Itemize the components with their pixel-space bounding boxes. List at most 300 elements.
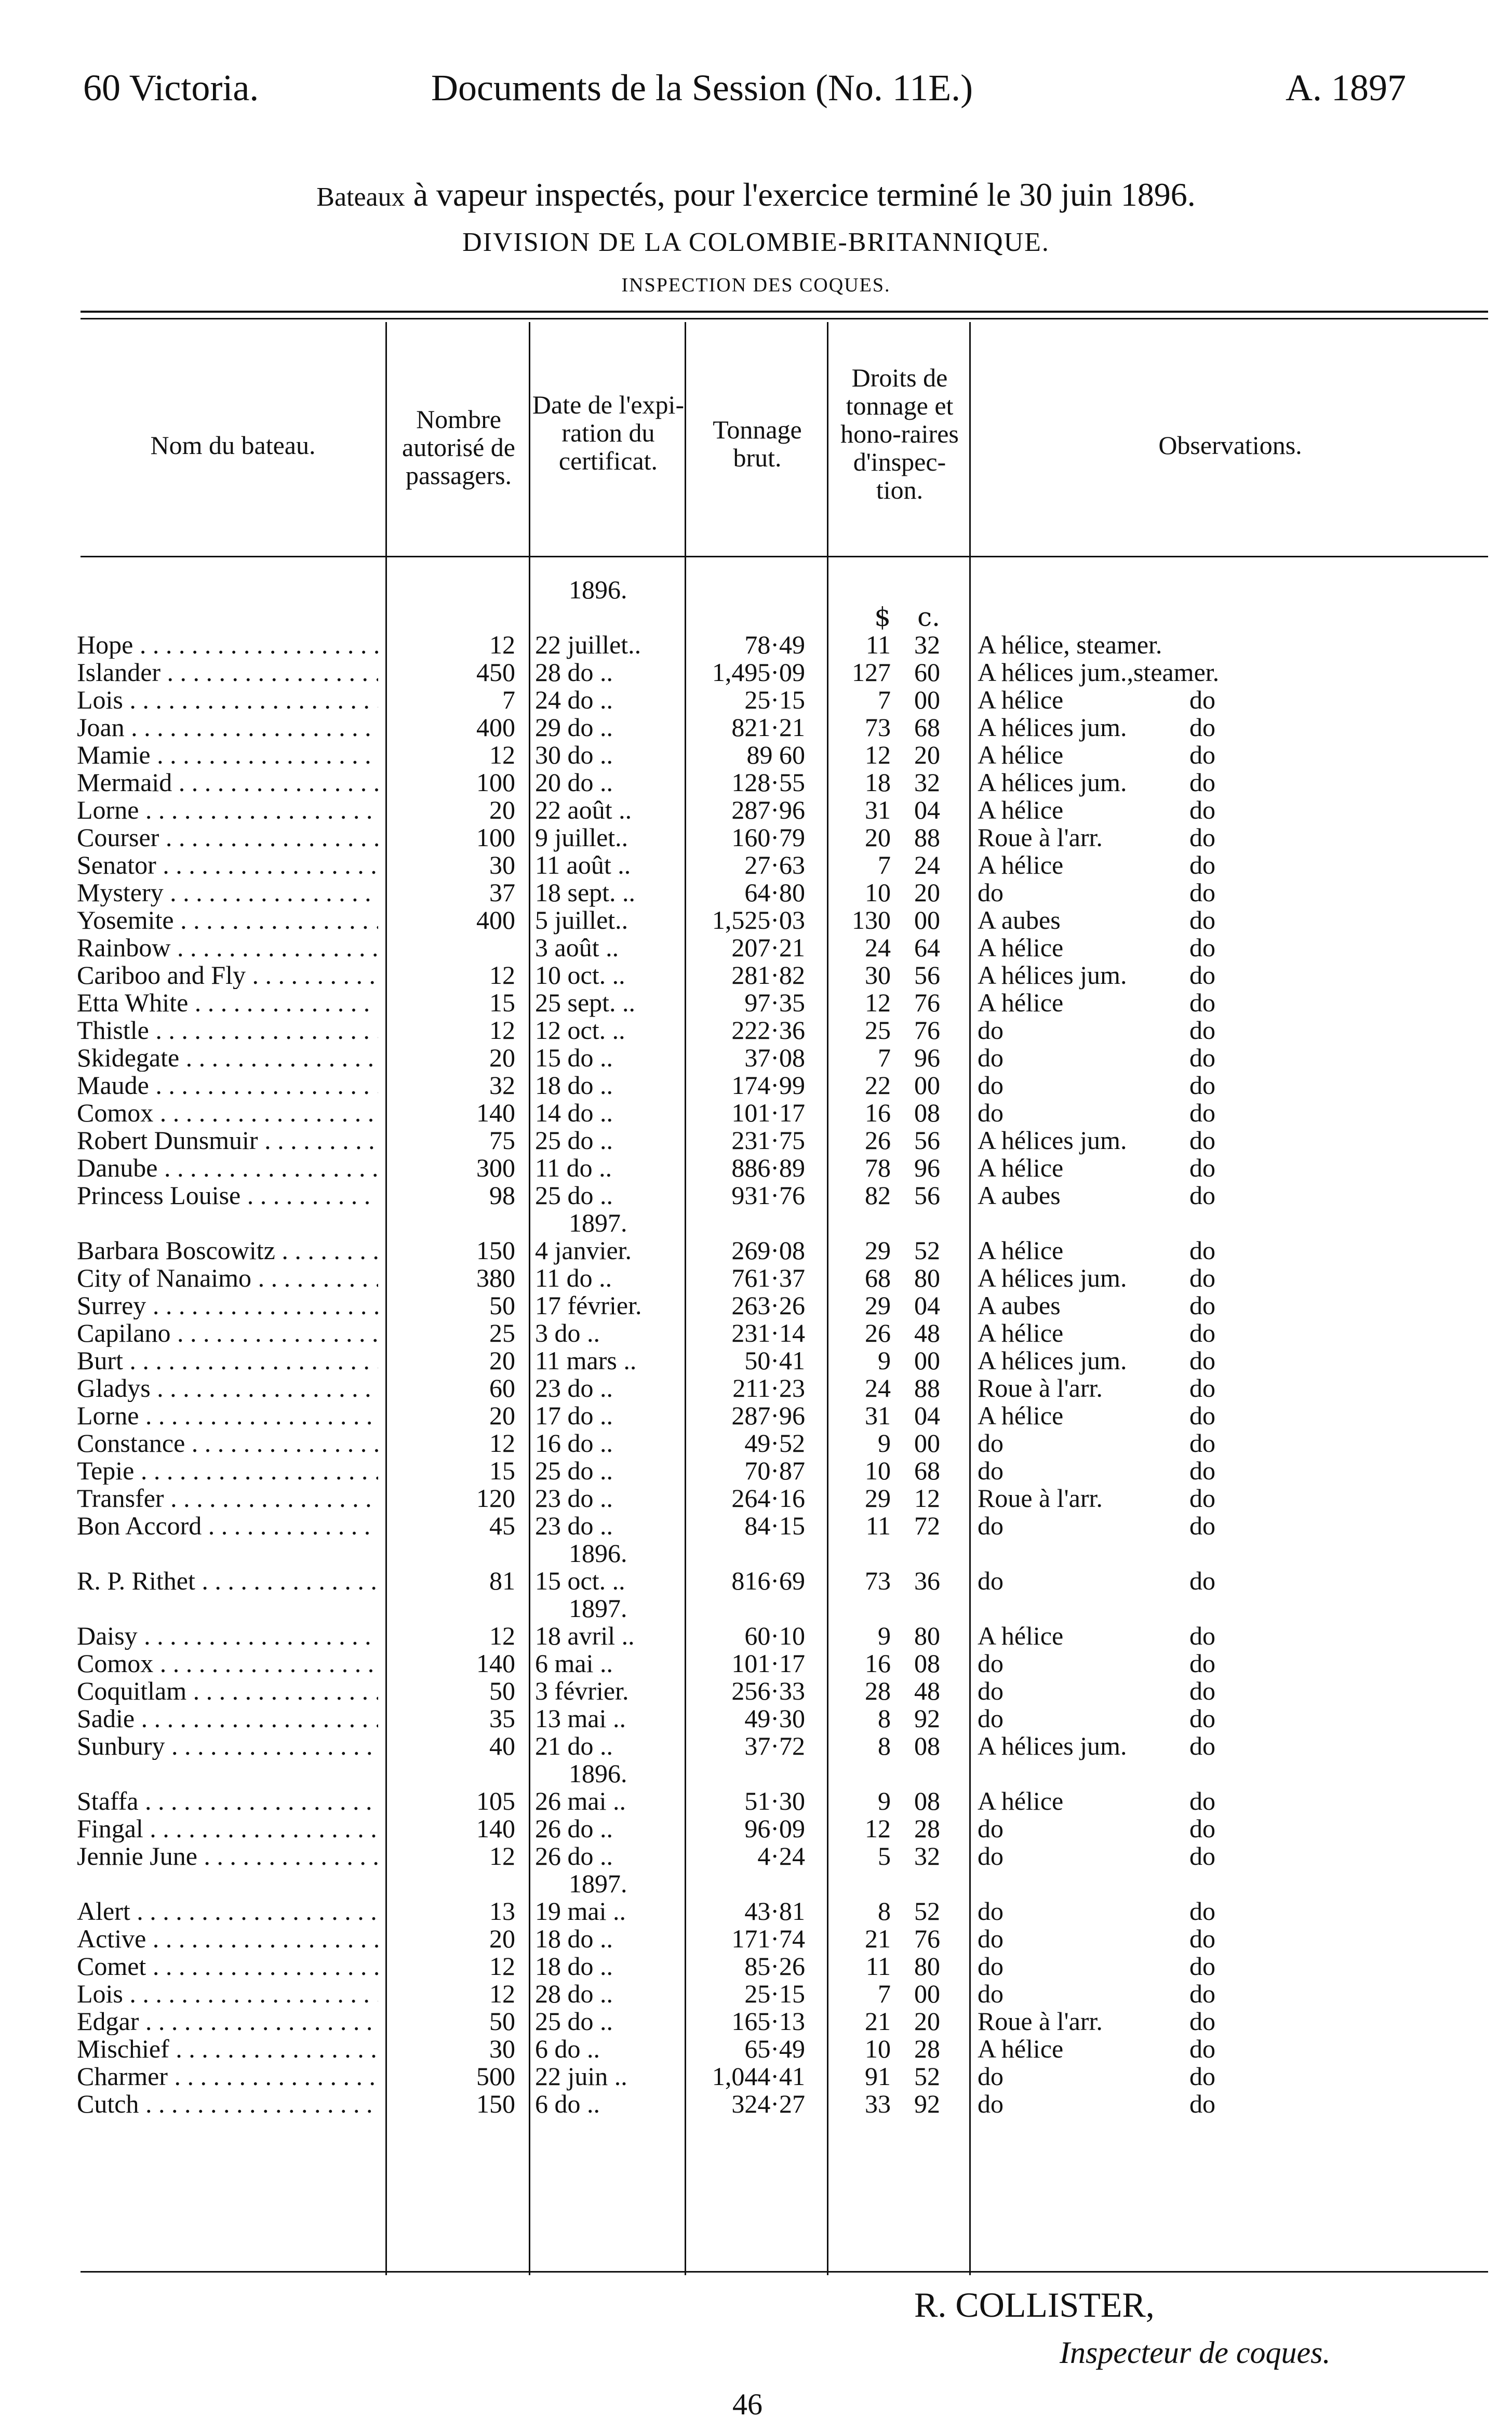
table-row: [0, 1374, 1512, 1402]
gross-tonnage: 49·30: [744, 1704, 805, 1733]
fee-dollars: 8: [878, 1731, 891, 1760]
observation-type: A hélice: [978, 1318, 1064, 1347]
observation-type: do: [978, 1952, 1003, 1981]
observation-ditto: do: [1189, 1098, 1215, 1127]
gross-tonnage: 931·76: [731, 1181, 805, 1210]
passenger-count: 15: [489, 1456, 515, 1485]
vessel-name: Thistle . . .: [77, 1017, 378, 1044]
fee-dollars: 28: [865, 1676, 891, 1705]
fee-cents: 00: [914, 1979, 940, 2008]
fee-cents: 00: [914, 1346, 940, 1375]
observation-ditto: do: [1189, 905, 1215, 934]
observation-type: do: [978, 1098, 1003, 1127]
observation-ditto: do: [1189, 1043, 1215, 1072]
gross-tonnage: 43·81: [744, 1896, 805, 1926]
gross-tonnage: 25·15: [744, 1979, 805, 2008]
certificate-expiry: 10 oct. ..: [535, 960, 625, 990]
gross-tonnage: 96·09: [744, 1814, 805, 1843]
passenger-count: 20: [489, 1346, 515, 1375]
fee-cents: 00: [914, 1071, 940, 1100]
vessel-name: Etta White . . .: [77, 989, 378, 1017]
table-row: [0, 796, 1512, 824]
fee-dollars: 21: [865, 1924, 891, 1953]
fee-cents: 04: [914, 795, 940, 824]
table-title-smallcaps: Bateaux: [316, 182, 405, 212]
fee-cents: 04: [914, 1401, 940, 1430]
gross-tonnage: 37·72: [744, 1731, 805, 1760]
header-session-year: 60 Victoria.: [83, 67, 259, 109]
year-label: 1897.: [569, 1869, 627, 1898]
fee-cents: 92: [914, 1704, 940, 1733]
year-label: 1896.: [569, 1759, 627, 1788]
table-row: [0, 961, 1512, 989]
fee-dollars: 8: [878, 1704, 891, 1733]
vessel-name: Bon Accord . . .: [77, 1512, 378, 1540]
table-row: [0, 2008, 1512, 2035]
vessel-name: Lorne . . .: [77, 796, 378, 824]
observation-ditto: do: [1189, 1153, 1215, 1182]
observation-ditto: do: [1189, 1649, 1215, 1678]
gross-tonnage: 1,525·03: [712, 905, 805, 934]
table-row: [0, 2090, 1512, 2118]
certificate-expiry: 18 do ..: [535, 1924, 613, 1953]
table-row: [0, 1787, 1512, 1815]
fee-dollars: 30: [865, 960, 891, 990]
observation-type: do: [978, 1071, 1003, 1100]
gross-tonnage: 25·15: [744, 685, 805, 714]
fee-dollars: 25: [865, 1016, 891, 1045]
table-row: [0, 1017, 1512, 1044]
observation-type: do: [978, 1456, 1003, 1485]
fee-cents: 08: [914, 1786, 940, 1815]
vessel-name: Rainbow . . .: [77, 934, 378, 961]
gross-tonnage: 65·49: [744, 2034, 805, 2063]
table-row: [0, 1237, 1512, 1264]
gross-tonnage: 84·15: [744, 1511, 805, 1540]
certificate-expiry: 26 mai ..: [535, 1786, 626, 1815]
vessel-name: Mischief . . .: [77, 2035, 378, 2063]
fee-cents: 20: [914, 2007, 940, 2036]
table-row: [0, 1154, 1512, 1182]
observation-ditto: do: [1189, 1979, 1215, 2008]
observation-ditto: do: [1189, 1291, 1215, 1320]
observation-type: do: [978, 1566, 1003, 1595]
gross-tonnage: 287·96: [731, 795, 805, 824]
col-header-tonnage: Tonnage brut.: [713, 415, 802, 472]
table-row: [0, 1319, 1512, 1347]
fee-cents: 00: [914, 685, 940, 714]
passenger-count: 32: [489, 1071, 515, 1100]
fee-dollars: 29: [865, 1291, 891, 1320]
table-row: [0, 1815, 1512, 1842]
observation-ditto: do: [1189, 1071, 1215, 1100]
vessel-name: Danube . . .: [77, 1154, 378, 1182]
certificate-expiry: 23 do ..: [535, 1511, 613, 1540]
table-row: [0, 1127, 1512, 1154]
gross-tonnage: 281·82: [731, 960, 805, 990]
observation-type: Roue à l'arr.: [978, 2007, 1103, 2036]
fee-cents: 24: [914, 850, 940, 879]
observation-ditto: do: [1189, 1731, 1215, 1760]
passenger-count: 20: [489, 1043, 515, 1072]
table-row: [0, 1732, 1512, 1760]
gross-tonnage: 51·30: [744, 1786, 805, 1815]
table-bottom-rule: [81, 2271, 1488, 2273]
table-row: [0, 1898, 1512, 1925]
inspection-subtitle: INSPECTION DES COQUES.: [621, 274, 891, 296]
vessel-name: Constance . . .: [77, 1430, 378, 1457]
passenger-count: 20: [489, 1401, 515, 1430]
gross-tonnage: 174·99: [731, 1071, 805, 1100]
observation-type: do: [978, 2089, 1003, 2118]
table-row: [0, 1842, 1512, 1870]
passenger-count: 120: [476, 1484, 515, 1513]
passenger-count: 140: [476, 1814, 515, 1843]
observation-ditto: do: [1189, 1566, 1215, 1595]
observation-type: A hélices jum.: [978, 768, 1127, 797]
fee-dollars: 7: [878, 1043, 891, 1072]
fee-dollars: 16: [865, 1098, 891, 1127]
fee-dollars: 78: [865, 1153, 891, 1182]
fee-cents: 56: [914, 1181, 940, 1210]
table-row: [0, 659, 1512, 686]
vessel-name: City of Nanaimo . . .: [77, 1264, 378, 1292]
certificate-expiry: 11 do ..: [535, 1263, 612, 1292]
year-heading: [0, 1760, 1512, 1787]
units-row: [0, 604, 1512, 631]
passenger-count: 50: [489, 1291, 515, 1320]
gross-tonnage: 231·14: [731, 1318, 805, 1347]
gross-tonnage: 222·36: [731, 1016, 805, 1045]
gross-tonnage: 89 60: [746, 740, 805, 769]
certificate-expiry: 21 do ..: [535, 1731, 613, 1760]
observation-ditto: do: [1189, 1924, 1215, 1953]
fee-cents: 76: [914, 1924, 940, 1953]
observation-type: A hélice: [978, 740, 1064, 769]
passenger-count: 25: [489, 1318, 515, 1347]
fee-dollars: 10: [865, 2034, 891, 2063]
table-row: [0, 1182, 1512, 1209]
observation-type: do: [978, 1979, 1003, 2008]
table-row: [0, 2035, 1512, 2063]
vessel-name: Jennie June . . .: [77, 1842, 378, 1870]
observation-ditto: do: [1189, 823, 1215, 852]
fee-cents: 52: [914, 1896, 940, 1926]
observation-type: A aubes: [978, 905, 1061, 934]
observation-type: A hélices jum.,steamer.: [978, 658, 1220, 687]
passenger-count: 150: [476, 1236, 515, 1265]
gross-tonnage: 85·26: [744, 1952, 805, 1981]
observation-type: A hélice: [978, 1401, 1064, 1430]
vessel-name: Transfer . . .: [77, 1485, 378, 1512]
certificate-expiry: 11 août ..: [535, 850, 631, 879]
observation-ditto: do: [1189, 685, 1215, 714]
observation-ditto: do: [1189, 713, 1215, 742]
fee-cents: 04: [914, 1291, 940, 1320]
fee-cents: 20: [914, 878, 940, 907]
fee-dollars: 9: [878, 1346, 891, 1375]
passenger-count: 7: [502, 685, 515, 714]
certificate-expiry: 29 do ..: [535, 713, 613, 742]
passenger-count: 13: [489, 1896, 515, 1926]
certificate-expiry: 25 sept. ..: [535, 988, 636, 1017]
table-row: [0, 2063, 1512, 2090]
observation-type: do: [978, 1814, 1003, 1843]
passenger-count: 100: [476, 768, 515, 797]
fee-cents: 88: [914, 823, 940, 852]
observation-type: A hélice: [978, 988, 1064, 1017]
gross-tonnage: 171·74: [731, 1924, 805, 1953]
passenger-count: 450: [476, 658, 515, 687]
observation-ditto: do: [1189, 1484, 1215, 1513]
table-row: [0, 1099, 1512, 1127]
fee-cents: 80: [914, 1621, 940, 1650]
table-row: [0, 1292, 1512, 1319]
passenger-count: 60: [489, 1373, 515, 1402]
observation-type: do: [978, 1043, 1003, 1072]
gross-tonnage: 160·79: [731, 823, 805, 852]
gross-tonnage: 256·33: [731, 1676, 805, 1705]
fee-dollars: 12: [865, 740, 891, 769]
certificate-expiry: 3 août ..: [535, 933, 619, 962]
certificate-expiry: 12 oct. ..: [535, 1016, 625, 1045]
gross-tonnage: 324·27: [731, 2089, 805, 2118]
passenger-count: 37: [489, 878, 515, 907]
certificate-expiry: 28 do ..: [535, 1979, 613, 2008]
passenger-count: 100: [476, 823, 515, 852]
certificate-expiry: 18 sept. ..: [535, 878, 636, 907]
header-year: A. 1897: [1286, 67, 1406, 109]
fee-dollars: 10: [865, 878, 891, 907]
observation-ditto: do: [1189, 1676, 1215, 1705]
table-row: [0, 1677, 1512, 1705]
gross-tonnage: 263·26: [731, 1291, 805, 1320]
fee-cents: 80: [914, 1952, 940, 1981]
year-heading: [0, 576, 1512, 604]
certificate-expiry: 26 do ..: [535, 1841, 613, 1871]
passenger-count: 30: [489, 2034, 515, 2063]
passenger-count: 12: [489, 1841, 515, 1871]
fee-dollars: 11: [865, 1952, 891, 1981]
fee-dollars: 9: [878, 1621, 891, 1650]
certificate-expiry: 26 do ..: [535, 1814, 613, 1843]
observation-ditto: do: [1189, 1236, 1215, 1265]
col-header-name: Nom du bateau.: [150, 431, 316, 460]
observation-type: Roue à l'arr.: [978, 823, 1103, 852]
certificate-expiry: 11 mars ..: [535, 1346, 637, 1375]
passenger-count: 40: [489, 1731, 515, 1760]
passenger-count: 400: [476, 905, 515, 934]
table-row: [0, 1457, 1512, 1485]
gross-tonnage: 269·08: [731, 1236, 805, 1265]
vessel-name: Lois . . .: [77, 1980, 378, 2008]
certificate-expiry: 15 do ..: [535, 1043, 613, 1072]
observation-type: do: [978, 1676, 1003, 1705]
year-label: 1897.: [569, 1208, 627, 1237]
observation-type: do: [978, 1896, 1003, 1926]
fee-cents: 48: [914, 1318, 940, 1347]
observation-type: Roue à l'arr.: [978, 1373, 1103, 1402]
vessel-name: Comox . . .: [77, 1099, 378, 1127]
observation-ditto: do: [1189, 1181, 1215, 1210]
gross-tonnage: 231·75: [731, 1126, 805, 1155]
fee-dollars: 130: [852, 905, 891, 934]
vessel-name: Hope . . .: [77, 631, 378, 659]
gross-tonnage: 886·89: [731, 1153, 805, 1182]
observation-type: A hélice: [978, 933, 1064, 962]
fee-dollars: 7: [878, 685, 891, 714]
certificate-expiry: 4 janvier.: [535, 1236, 632, 1265]
observation-type: A hélice: [978, 685, 1064, 714]
table-row: [0, 851, 1512, 879]
observation-ditto: do: [1189, 2062, 1215, 2091]
passenger-count: 15: [489, 988, 515, 1017]
observation-type: A hélices jum.: [978, 713, 1127, 742]
observation-ditto: do: [1189, 1704, 1215, 1733]
certificate-expiry: 23 do ..: [535, 1373, 613, 1402]
observation-type: do: [978, 1704, 1003, 1733]
page-number: 46: [732, 2387, 762, 2421]
fee-cents: 76: [914, 1016, 940, 1045]
fee-dollars: 10: [865, 1456, 891, 1485]
certificate-expiry: 6 do ..: [535, 2034, 600, 2063]
fee-dollars: 9: [878, 1786, 891, 1815]
observation-type: do: [978, 1841, 1003, 1871]
gross-tonnage: 1,044·41: [712, 2062, 805, 2091]
vessel-name: Sunbury . . .: [77, 1732, 378, 1760]
year-label: 1897.: [569, 1594, 627, 1623]
certificate-expiry: 3 do ..: [535, 1318, 600, 1347]
table-row: [0, 1705, 1512, 1732]
vessel-name: Tepie . . .: [77, 1457, 378, 1485]
observation-type: do: [978, 1649, 1003, 1678]
observation-ditto: do: [1189, 850, 1215, 879]
observation-ditto: do: [1189, 1346, 1215, 1375]
vessel-name: Maude . . .: [77, 1072, 378, 1099]
observation-ditto: do: [1189, 878, 1215, 907]
fee-dollars: 12: [865, 1814, 891, 1843]
observation-ditto: do: [1189, 960, 1215, 990]
observation-ditto: do: [1189, 2007, 1215, 2036]
observation-ditto: do: [1189, 2089, 1215, 2118]
gross-tonnage: 78·49: [744, 630, 805, 659]
vessel-name: Mermaid . . .: [77, 769, 378, 796]
fee-dollars: 24: [865, 933, 891, 962]
fee-dollars: 31: [865, 1401, 891, 1430]
observation-type: A hélices jum.: [978, 1346, 1127, 1375]
gross-tonnage: 287·96: [731, 1401, 805, 1430]
table-row: [0, 1044, 1512, 1072]
observation-ditto: do: [1189, 740, 1215, 769]
fee-cents: 80: [914, 1263, 940, 1292]
table-row: [0, 934, 1512, 961]
fee-dollars: 26: [865, 1318, 891, 1347]
observation-ditto: do: [1189, 1263, 1215, 1292]
observation-type: A hélice: [978, 795, 1064, 824]
certificate-expiry: 20 do ..: [535, 768, 613, 797]
fee-dollars: 18: [865, 768, 891, 797]
fee-cents: 76: [914, 988, 940, 1017]
vessel-name: R. P. Rithet . . .: [77, 1567, 378, 1595]
certificate-expiry: 14 do ..: [535, 1098, 613, 1127]
fee-dollars: 73: [865, 1566, 891, 1595]
vessel-name: Lorne . . .: [77, 1402, 378, 1430]
table-row: [0, 741, 1512, 769]
table-row: [0, 1402, 1512, 1430]
table-title-rest: à vapeur inspectés, pour l'exercice terminé le 30 juin 1896.: [405, 176, 1196, 213]
certificate-expiry: 6 do ..: [535, 2089, 600, 2118]
fee-cents: 08: [914, 1649, 940, 1678]
passenger-count: 12: [489, 960, 515, 990]
certificate-expiry: 25 do ..: [535, 2007, 613, 2036]
fee-dollars: 24: [865, 1373, 891, 1402]
passenger-count: 380: [476, 1263, 515, 1292]
certificate-expiry: 19 mai ..: [535, 1896, 626, 1926]
col-header-observations: Observations.: [1158, 431, 1302, 460]
vessel-name: Comox . . .: [77, 1650, 378, 1677]
signature-name: R. COLLISTER,: [914, 2285, 1155, 2325]
passenger-count: 300: [476, 1153, 515, 1182]
fee-dollars: 12: [865, 988, 891, 1017]
observation-type: A hélices jum.: [978, 960, 1127, 990]
observation-type: do: [978, 1511, 1003, 1540]
certificate-expiry: 18 do ..: [535, 1952, 613, 1981]
vessel-name: Surrey . . .: [77, 1292, 378, 1319]
gross-tonnage: 101·17: [731, 1649, 805, 1678]
top-double-rule: [81, 311, 1488, 313]
vessel-name: Courser . . .: [77, 824, 378, 851]
vessel-name: Senator . . .: [77, 851, 378, 879]
gross-tonnage: 128·55: [731, 768, 805, 797]
gross-tonnage: 49·52: [744, 1428, 805, 1458]
observation-type: do: [978, 2062, 1003, 2091]
vessel-name: Cariboo and Fly . . .: [77, 961, 378, 989]
vessel-name: Gladys . . .: [77, 1374, 378, 1402]
signature-role: Inspecteur de coques.: [1060, 2335, 1331, 2370]
table-row: [0, 1622, 1512, 1650]
gross-tonnage: 1,495·09: [712, 658, 805, 687]
fee-cents: 08: [914, 1098, 940, 1127]
fee-cents: 32: [914, 630, 940, 659]
fee-cents: 68: [914, 713, 940, 742]
fee-dollars: 26: [865, 1126, 891, 1155]
certificate-expiry: 22 août ..: [535, 795, 632, 824]
fee-dollars: 7: [878, 1979, 891, 2008]
fee-cents: 48: [914, 1676, 940, 1705]
fee-cents: 28: [914, 2034, 940, 2063]
vessel-name: Active . . .: [77, 1925, 378, 1953]
observation-type: A hélices jum.: [978, 1263, 1127, 1292]
observation-type: A hélices jum.: [978, 1731, 1127, 1760]
passenger-count: 98: [489, 1181, 515, 1210]
fee-cents: 96: [914, 1153, 940, 1182]
observation-ditto: do: [1189, 795, 1215, 824]
table-row: [0, 769, 1512, 796]
observation-ditto: do: [1189, 2034, 1215, 2063]
observation-type: A hélice, steamer.: [978, 630, 1162, 659]
fee-cents: 32: [914, 1841, 940, 1871]
observation-ditto: do: [1189, 1511, 1215, 1540]
fee-dollars: 7: [878, 850, 891, 879]
fee-dollars: 5: [878, 1841, 891, 1871]
observation-type: do: [978, 1016, 1003, 1045]
table-row: [0, 989, 1512, 1017]
header-document-title: Documents de la Session (No. 11E.): [431, 67, 973, 109]
header-bottom-rule: [81, 556, 1488, 557]
table-title: [0, 176, 1512, 214]
vessel-name: Islander . . .: [77, 659, 378, 686]
fee-cents: 12: [914, 1484, 940, 1513]
